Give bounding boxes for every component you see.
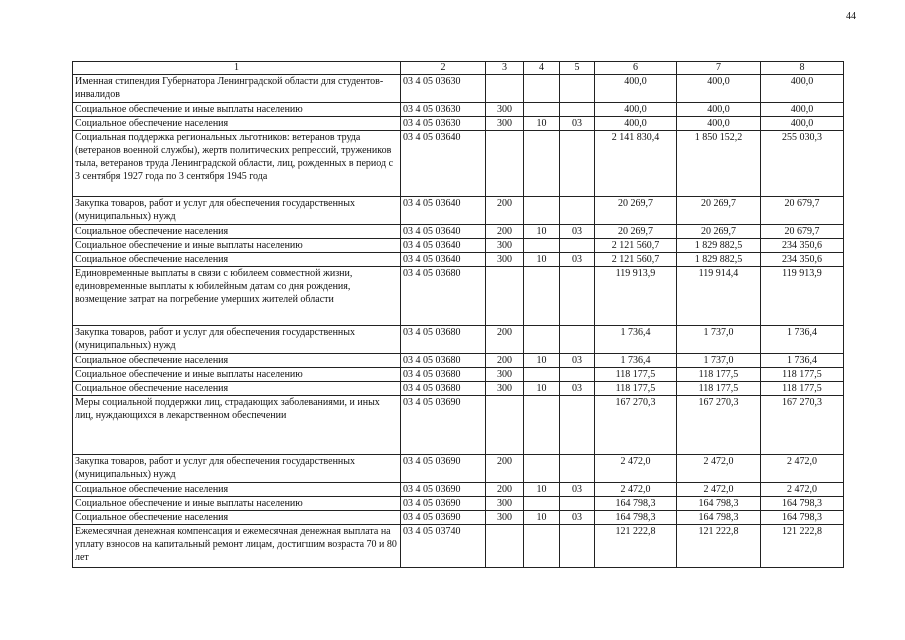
row-name-cell: Закупка товаров, работ и услуг для обеспечения государственных (муниципальных) нужд [73, 326, 401, 354]
row-col7-value: 1 850 152,2 [677, 131, 761, 197]
row-col7-value: 400,0 [677, 117, 761, 131]
row-col4-cell: 10 [524, 354, 560, 368]
row-name-cell: Социальное обеспечение и иные выплаты населению [73, 239, 401, 253]
row-code-cell: 03 4 05 03640 [401, 131, 486, 197]
row-col3-cell [486, 396, 524, 455]
row-col4-cell [524, 103, 560, 117]
table-row [73, 525, 844, 568]
row-name-cell: Закупка товаров, работ и услуг для обеспечения государственных (муниципальных) нужд [73, 455, 401, 483]
table-row [73, 239, 844, 253]
row-col4-cell: 10 [524, 225, 560, 239]
row-col6-value: 2 121 560,7 [595, 239, 677, 253]
table-row [73, 382, 844, 396]
row-col4-cell: 10 [524, 253, 560, 267]
row-col6-value: 118 177,5 [595, 368, 677, 382]
row-col8-value: 118 177,5 [761, 368, 844, 382]
row-code-cell: 03 4 05 03640 [401, 197, 486, 225]
row-col4-cell: 10 [524, 382, 560, 396]
table-row [73, 225, 844, 239]
row-col3-cell: 300 [486, 239, 524, 253]
row-col3-cell: 300 [486, 497, 524, 511]
row-code-cell: 03 4 05 03640 [401, 239, 486, 253]
row-col8-value: 20 679,7 [761, 197, 844, 225]
row-col5-cell [560, 267, 595, 326]
row-name-cell: Социальное обеспечение населения [73, 253, 401, 267]
row-name-cell: Именная стипендия Губернатора Ленинградской области для студентов-инвалидов [73, 75, 401, 103]
table-row [73, 117, 844, 131]
row-col8-value: 164 798,3 [761, 511, 844, 525]
row-col5-cell [560, 455, 595, 483]
row-col6-value: 164 798,3 [595, 511, 677, 525]
row-col5-cell: 03 [560, 225, 595, 239]
row-name-cell: Социальное обеспечение населения [73, 225, 401, 239]
row-name-cell: Меры социальной поддержки лиц, страдающих заболеваниями, и иных лиц, нуждающихся в лекарственном обеспечении [73, 396, 401, 455]
row-col7-value: 119 914,4 [677, 267, 761, 326]
row-col4-cell [524, 396, 560, 455]
row-col7-value: 167 270,3 [677, 396, 761, 455]
row-name-cell: Социальное обеспечение населения [73, 511, 401, 525]
row-col5-cell [560, 197, 595, 225]
row-code-cell: 03 4 05 03630 [401, 103, 486, 117]
row-col3-cell: 300 [486, 368, 524, 382]
row-col4-cell [524, 239, 560, 253]
row-col3-cell: 200 [486, 225, 524, 239]
row-name-cell: Социальное обеспечение населения [73, 117, 401, 131]
row-code-cell: 03 4 05 03690 [401, 483, 486, 497]
row-col6-value: 121 222,8 [595, 525, 677, 568]
row-col3-cell: 300 [486, 382, 524, 396]
row-name-cell: Социальное обеспечение населения [73, 354, 401, 368]
row-col6-value: 2 121 560,7 [595, 253, 677, 267]
row-col4-cell [524, 455, 560, 483]
row-col8-value: 1 736,4 [761, 354, 844, 368]
row-col4-cell [524, 525, 560, 568]
row-col4-cell [524, 368, 560, 382]
row-col6-value: 2 472,0 [595, 455, 677, 483]
row-code-cell: 03 4 05 03640 [401, 225, 486, 239]
row-col6-value: 20 269,7 [595, 225, 677, 239]
row-col6-value: 164 798,3 [595, 497, 677, 511]
row-col5-cell: 03 [560, 483, 595, 497]
row-code-cell: 03 4 05 03680 [401, 382, 486, 396]
row-name-cell: Социальное обеспечение населения [73, 483, 401, 497]
table-row [73, 354, 844, 368]
header-col-4: 4 [524, 62, 560, 75]
row-col5-cell: 03 [560, 382, 595, 396]
row-col5-cell [560, 525, 595, 568]
row-col6-value: 1 736,4 [595, 354, 677, 368]
row-col6-value: 2 141 830,4 [595, 131, 677, 197]
page-number: 44 [846, 11, 856, 22]
row-col4-cell [524, 326, 560, 354]
budget-table [72, 61, 844, 568]
row-col5-cell [560, 396, 595, 455]
row-col6-value: 119 913,9 [595, 267, 677, 326]
row-col6-value: 118 177,5 [595, 382, 677, 396]
header-col-8: 8 [761, 62, 844, 75]
row-col6-value: 1 736,4 [595, 326, 677, 354]
row-col8-value: 400,0 [761, 75, 844, 103]
row-col8-value: 119 913,9 [761, 267, 844, 326]
row-code-cell: 03 4 05 03690 [401, 455, 486, 483]
table-row [73, 131, 844, 197]
row-name-cell: Социальное обеспечение и иные выплаты населению [73, 368, 401, 382]
row-col5-cell: 03 [560, 117, 595, 131]
row-col6-value: 400,0 [595, 75, 677, 103]
row-col4-cell [524, 131, 560, 197]
row-col8-value: 20 679,7 [761, 225, 844, 239]
header-col-1: 1 [73, 62, 401, 75]
table-row [73, 455, 844, 483]
row-col5-cell [560, 103, 595, 117]
row-col4-cell [524, 267, 560, 326]
row-col8-value: 1 736,4 [761, 326, 844, 354]
header-col-7: 7 [677, 62, 761, 75]
header-col-2: 2 [401, 62, 486, 75]
row-col7-value: 164 798,3 [677, 511, 761, 525]
row-col7-value: 118 177,5 [677, 368, 761, 382]
row-col4-cell [524, 75, 560, 103]
row-col5-cell [560, 326, 595, 354]
row-col8-value: 234 350,6 [761, 239, 844, 253]
row-col7-value: 164 798,3 [677, 497, 761, 511]
row-name-cell: Ежемесячная денежная компенсация и ежемесячная денежная выплата на уплату взносов на капитальный ремонт лицам, достигшим возраста 70 и 80 лет [73, 525, 401, 568]
row-col5-cell [560, 75, 595, 103]
row-code-cell: 03 4 05 03690 [401, 396, 486, 455]
table-row [73, 396, 844, 455]
table-row [73, 267, 844, 326]
row-col3-cell: 200 [486, 326, 524, 354]
row-col7-value: 2 472,0 [677, 455, 761, 483]
row-code-cell: 03 4 05 03680 [401, 354, 486, 368]
row-col5-cell [560, 368, 595, 382]
row-col8-value: 121 222,8 [761, 525, 844, 568]
row-col8-value: 234 350,6 [761, 253, 844, 267]
row-col6-value: 167 270,3 [595, 396, 677, 455]
table-row [73, 253, 844, 267]
row-col6-value: 400,0 [595, 117, 677, 131]
row-col3-cell [486, 131, 524, 197]
row-col3-cell: 300 [486, 253, 524, 267]
row-col3-cell: 300 [486, 103, 524, 117]
row-code-cell: 03 4 05 03680 [401, 326, 486, 354]
row-name-cell: Закупка товаров, работ и услуг для обеспечения государственных (муниципальных) нужд [73, 197, 401, 225]
table-row [73, 368, 844, 382]
table-row [73, 326, 844, 354]
row-name-cell: Социальное обеспечение населения [73, 382, 401, 396]
row-code-cell: 03 4 05 03630 [401, 117, 486, 131]
row-name-cell: Социальное обеспечение и иные выплаты населению [73, 497, 401, 511]
row-col7-value: 121 222,8 [677, 525, 761, 568]
row-code-cell: 03 4 05 03680 [401, 368, 486, 382]
row-col3-cell: 200 [486, 354, 524, 368]
row-col3-cell [486, 267, 524, 326]
table-row [73, 103, 844, 117]
header-row [73, 62, 844, 75]
row-col3-cell: 300 [486, 511, 524, 525]
row-col4-cell [524, 197, 560, 225]
row-name-cell: Социальное обеспечение и иные выплаты населению [73, 103, 401, 117]
row-col5-cell: 03 [560, 511, 595, 525]
row-col5-cell: 03 [560, 354, 595, 368]
row-col7-value: 20 269,7 [677, 225, 761, 239]
row-col8-value: 118 177,5 [761, 382, 844, 396]
row-col3-cell [486, 75, 524, 103]
header-col-6: 6 [595, 62, 677, 75]
row-col3-cell: 200 [486, 483, 524, 497]
row-col7-value: 1 829 882,5 [677, 239, 761, 253]
row-col6-value: 20 269,7 [595, 197, 677, 225]
row-col7-value: 400,0 [677, 103, 761, 117]
row-col5-cell [560, 497, 595, 511]
row-col5-cell [560, 131, 595, 197]
row-col7-value: 118 177,5 [677, 382, 761, 396]
row-code-cell: 03 4 05 03690 [401, 511, 486, 525]
row-col4-cell [524, 497, 560, 511]
row-col5-cell: 03 [560, 253, 595, 267]
row-col5-cell [560, 239, 595, 253]
row-code-cell: 03 4 05 03690 [401, 497, 486, 511]
table-row [73, 511, 844, 525]
row-code-cell: 03 4 05 03640 [401, 253, 486, 267]
row-col6-value: 400,0 [595, 103, 677, 117]
row-code-cell: 03 4 05 03740 [401, 525, 486, 568]
row-col7-value: 1 737,0 [677, 354, 761, 368]
table-row [73, 497, 844, 511]
row-col4-cell: 10 [524, 117, 560, 131]
row-col8-value: 400,0 [761, 103, 844, 117]
row-col7-value: 1 737,0 [677, 326, 761, 354]
row-col3-cell: 200 [486, 455, 524, 483]
row-col4-cell: 10 [524, 511, 560, 525]
row-col4-cell: 10 [524, 483, 560, 497]
table-row [73, 75, 844, 103]
table-row [73, 197, 844, 225]
row-col6-value: 2 472,0 [595, 483, 677, 497]
row-col7-value: 1 829 882,5 [677, 253, 761, 267]
row-col3-cell: 200 [486, 197, 524, 225]
row-code-cell: 03 4 05 03680 [401, 267, 486, 326]
row-col8-value: 2 472,0 [761, 455, 844, 483]
table-row [73, 483, 844, 497]
row-name-cell: Единовременные выплаты в связи с юбилеем совместной жизни, единовременные выплаты к юбилейным датам со дня рождения, возмещение затрат на погребение умерших жителей области [73, 267, 401, 326]
row-col8-value: 400,0 [761, 117, 844, 131]
row-col8-value: 164 798,3 [761, 497, 844, 511]
row-name-cell: Социальная поддержка региональных льготников: ветеранов труда (ветеранов военной службы), жертв политических репрессий, тружеников тыла, ветеранов труда Ленинградской области, лиц, рожденных в период с 3 сентября 1927 года по 3 сентября 1945 года [73, 131, 401, 197]
row-col3-cell: 300 [486, 117, 524, 131]
header-col-3: 3 [486, 62, 524, 75]
row-col3-cell [486, 525, 524, 568]
row-col7-value: 2 472,0 [677, 483, 761, 497]
header-col-5: 5 [560, 62, 595, 75]
row-col8-value: 2 472,0 [761, 483, 844, 497]
row-col8-value: 167 270,3 [761, 396, 844, 455]
row-col8-value: 255 030,3 [761, 131, 844, 197]
row-code-cell: 03 4 05 03630 [401, 75, 486, 103]
row-col7-value: 400,0 [677, 75, 761, 103]
row-col7-value: 20 269,7 [677, 197, 761, 225]
